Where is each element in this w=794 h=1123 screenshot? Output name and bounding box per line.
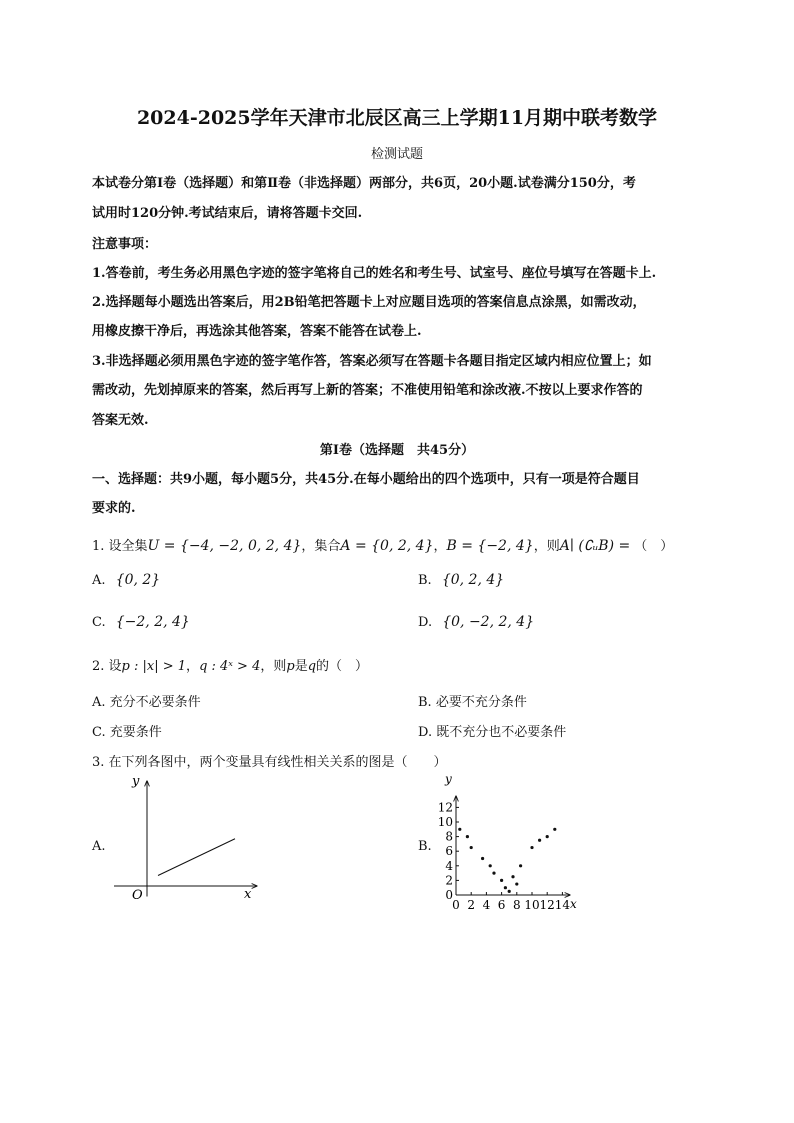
graph-b-point bbox=[481, 857, 484, 860]
q2-then: ，则 bbox=[260, 659, 287, 674]
q3-graph-b-x-label: x bbox=[570, 897, 577, 911]
q3-graph-a-label: A. bbox=[92, 839, 106, 854]
graph-b-point bbox=[504, 886, 507, 889]
graph-b-point bbox=[515, 882, 518, 885]
graph-b-point bbox=[500, 879, 503, 882]
graph-b-y-tick-label: 8 bbox=[445, 829, 453, 844]
note-2-line-2: 用橡皮擦干净后，再选涂其他答案，答案不能答在试卷上. bbox=[92, 324, 422, 339]
q1-answer-paren: （ ） bbox=[634, 539, 674, 554]
q2-condition-p: p : |x| > 1 bbox=[121, 659, 187, 674]
graph-b-x-tick-label: 12 bbox=[539, 898, 555, 912]
q3-graph-b-label: B. bbox=[418, 839, 432, 854]
graph-b-point bbox=[489, 864, 492, 867]
q1-option-d bbox=[418, 614, 534, 630]
graph-b-point bbox=[546, 835, 549, 838]
question-3-stem: 3. 在下列各图中，两个变量具有线性相关关系的图是（ ） bbox=[92, 755, 447, 770]
q1-prefix: 1. 设全集 bbox=[92, 539, 148, 554]
q3-graph-a-x-label: x bbox=[244, 887, 252, 902]
graph-b-point bbox=[466, 835, 469, 838]
graph-b-y-tick-label: 12 bbox=[437, 800, 453, 815]
graph-b-x-tick-label: 4 bbox=[482, 898, 491, 912]
q1-expression: A∣ (∁ᵤB) = bbox=[559, 538, 631, 554]
q3-graph-b-y-label: y bbox=[445, 772, 452, 786]
section-desc-line-1: 一、选择题：共9小题，每小题5分，共45分.在每小题给出的四个选项中，只有一项是符合题目 bbox=[92, 472, 640, 487]
graph-b-x-tick-label: 6 bbox=[497, 898, 506, 912]
q1-option-c-value: {−2, 2, 4} bbox=[115, 614, 190, 630]
q1-option-b-value: {0, 2, 4} bbox=[441, 572, 505, 588]
q1-option-d-value: {0, −2, 2, 4} bbox=[442, 614, 535, 630]
q1-option-a-value: {0, 2} bbox=[115, 572, 161, 588]
graph-b-y-tick-label: 10 bbox=[437, 815, 453, 829]
question-2-stem bbox=[92, 655, 368, 674]
q2-prefix: 2. 设 bbox=[92, 659, 122, 674]
graph-b-point bbox=[470, 846, 473, 849]
q3-graph-b bbox=[430, 770, 590, 920]
graph-b-point bbox=[530, 846, 533, 849]
q2-option-d: D. 既不充分也不必要条件 bbox=[418, 725, 567, 740]
note-2-line-1: 2.选择题每小题选出答案后，用2B铅笔把答题卡上对应题目选项的答案信息点涂黑，如需改动， bbox=[92, 295, 646, 310]
graph-b-point bbox=[458, 828, 461, 831]
q2-q-var: q bbox=[307, 659, 317, 674]
q2-option-a: A. 充分不必要条件 bbox=[92, 695, 201, 710]
graph-b-point bbox=[508, 890, 511, 893]
notes-heading: 注意事项： bbox=[92, 237, 158, 252]
q3-graph-a-y-label: y bbox=[132, 774, 140, 789]
graph-b-point bbox=[519, 864, 522, 867]
page-subtitle: 检测试题 bbox=[370, 147, 423, 162]
graph-b-point bbox=[553, 828, 556, 831]
graph-b-x-tick-label: 0 bbox=[452, 898, 460, 912]
graph-b-x-tick-label: 14 bbox=[554, 898, 571, 912]
q1-option-a bbox=[92, 572, 160, 588]
q1-option-c bbox=[92, 614, 190, 630]
graph-b-y-tick-label: 6 bbox=[445, 844, 453, 859]
question-1-stem bbox=[92, 535, 673, 554]
graph-b-y-tick-label: 2 bbox=[445, 873, 453, 888]
graph-b-x-tick-label: 10 bbox=[524, 898, 540, 912]
graph-b-point bbox=[538, 839, 541, 842]
graph-b-y-tick-label: 4 bbox=[445, 858, 453, 873]
note-3-line-1: 3.非选择题必须用黑色字迹的签字笔作答，答案必须写在答题卡各题目指定区域内相应位置上；如 bbox=[92, 354, 652, 369]
graph-b-point bbox=[492, 872, 495, 875]
q2-separator: ， bbox=[186, 659, 200, 674]
q1-then: ，则 bbox=[533, 539, 560, 554]
graph-b-x-tick-label: 2 bbox=[467, 898, 476, 912]
q2-condition-q: q : 4ˣ > 4 bbox=[199, 659, 261, 674]
note-3-line-2: 需改动，先划掉原来的答案，然后再写上新的答案；不准使用铅笔和涂改液.不按以上要求作答的 bbox=[92, 383, 643, 398]
q3-graph-a-origin-label: O bbox=[132, 888, 143, 903]
q1-separator: ， bbox=[433, 539, 447, 554]
q1-option-d-letter: D. bbox=[418, 615, 433, 630]
q1-option-c-letter: C. bbox=[92, 615, 106, 630]
graph-a-line bbox=[158, 839, 235, 876]
q1-mid-text: ，集合 bbox=[301, 539, 341, 554]
q1-set-b: B = {−2, 4} bbox=[446, 538, 534, 554]
q2-option-c: C. 充要条件 bbox=[92, 725, 162, 740]
section-heading: 第Ⅰ卷（选择题 共45分） bbox=[319, 443, 475, 458]
q1-option-a-letter: A. bbox=[92, 573, 106, 588]
q2-p-var: p bbox=[286, 659, 295, 674]
q1-set-a: A = {0, 2, 4} bbox=[340, 538, 434, 554]
graph-b-x-tick-label: 8 bbox=[512, 898, 521, 912]
q1-option-b-letter: B. bbox=[418, 573, 432, 588]
q2-option-b: B. 必要不充分条件 bbox=[418, 695, 527, 710]
page-title: 2024-2025学年天津市北辰区高三上学期11月期中联考数学 bbox=[136, 107, 658, 129]
q1-universal-set: U = {−4, −2, 0, 2, 4} bbox=[147, 538, 302, 554]
q1-option-b bbox=[418, 572, 504, 588]
q2-suffix: 的（ ） bbox=[316, 659, 369, 674]
q3-graph-a bbox=[105, 770, 265, 910]
q2-is: 是 bbox=[294, 659, 308, 674]
section-desc-line-2: 要求的. bbox=[92, 501, 136, 516]
note-1: 1.答卷前，考生务必用黑色字迹的签字笔将自己的姓名和考生号、试室号、座位号填写在答题卡上. bbox=[92, 266, 657, 281]
intro-line-2: 试用时120分钟.考试结束后，请将答题卡交回. bbox=[92, 206, 363, 221]
graph-b-point bbox=[511, 875, 514, 878]
intro-line-1: 本试卷分第Ⅰ卷（选择题）和第Ⅱ卷（非选择题）两部分，共6页，20小题.试卷满分150分，考 bbox=[92, 176, 636, 191]
graph-b-y-tick-label: 0 bbox=[445, 888, 453, 902]
note-3-line-3: 答案无效. bbox=[92, 413, 149, 428]
